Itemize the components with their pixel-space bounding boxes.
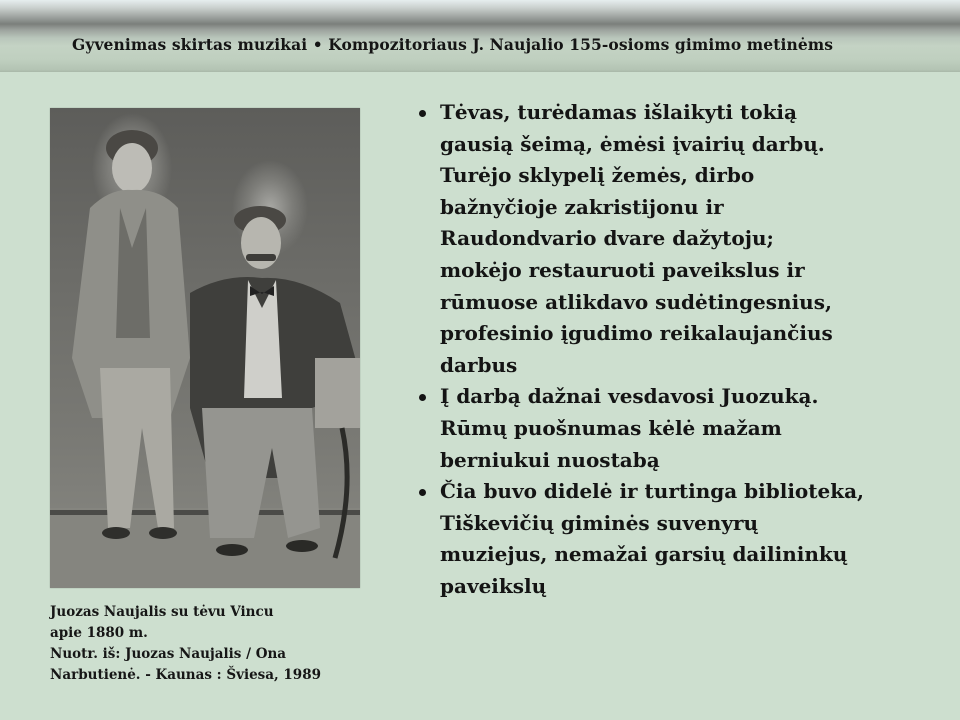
historical-photo bbox=[50, 108, 360, 588]
bullet-line: Turėjo sklypelį žemės, dirbo bbox=[440, 163, 755, 188]
bullet-line: paveikslų bbox=[440, 573, 547, 598]
caption-line: apie 1880 m. bbox=[50, 625, 148, 641]
bullet-line: Į darbą dažnai vesdavosi Juozuką. bbox=[440, 384, 819, 409]
boy-trousers bbox=[100, 368, 174, 528]
caption-line: Narbutienė. - Kaunas : Šviesa, 1989 bbox=[50, 667, 321, 683]
boy-shoe-left bbox=[102, 527, 130, 539]
man-shoe-right bbox=[286, 540, 318, 552]
bullet-line: Rūmų puošnumas kėlė mažam bbox=[440, 415, 782, 440]
bullet-line: mokėjo restauruoti paveikslus ir bbox=[440, 257, 805, 282]
portrait-photo-icon bbox=[50, 108, 360, 588]
bullet-line: muziejus, nemažai garsių dailininkų bbox=[440, 542, 848, 567]
bullet-line: Čia buvo didelė ir turtinga biblioteka, bbox=[440, 479, 865, 504]
bullet-dot-icon bbox=[419, 110, 426, 117]
bullet-line: profesinio įgudimo reikalaujančius bbox=[440, 321, 833, 346]
bullet-line: gausią šeimą, ėmėsi įvairių darbų. bbox=[440, 131, 825, 156]
bullet-line: Tiškevičių giminės suvenyrų bbox=[440, 510, 759, 535]
bullet-item bbox=[416, 97, 936, 381]
caption-line: Juozas Naujalis su tėvu Vincu bbox=[50, 604, 274, 620]
bullet-line: berniukui nuostabą bbox=[440, 447, 660, 472]
bullet-dot-icon bbox=[419, 394, 426, 401]
man-shoe-left bbox=[216, 544, 248, 556]
man-mustache bbox=[246, 254, 276, 261]
bullet-line: rūmuose atlikdavo sudėtingesnius, bbox=[440, 289, 832, 314]
table-fringe bbox=[315, 358, 360, 428]
bullet-line: bažnyčioje zakristijonu ir bbox=[440, 194, 724, 219]
bullet-item bbox=[416, 381, 936, 476]
boy-shoe-right bbox=[149, 527, 177, 539]
header-band bbox=[0, 0, 960, 72]
bullet-line: Tėvas, turėdamas išlaikyti tokią bbox=[440, 100, 797, 124]
bullet-line: Raudondvario dvare dažytoju; bbox=[440, 226, 774, 251]
caption-line: Nuotr. iš: Juozas Naujalis / Ona bbox=[50, 646, 287, 662]
bullet-item bbox=[416, 476, 936, 602]
header-title: Gyvenimas skirtas muzikai • Kompozitoriaus J. Naujalio 155-osioms gimimo metinėms bbox=[72, 35, 834, 54]
man-face bbox=[241, 217, 281, 269]
bullet-line: darbus bbox=[440, 352, 518, 377]
bullet-list bbox=[416, 97, 936, 603]
boy-face bbox=[112, 143, 152, 193]
photo-caption bbox=[50, 602, 380, 686]
bullet-dot-icon bbox=[419, 489, 426, 496]
